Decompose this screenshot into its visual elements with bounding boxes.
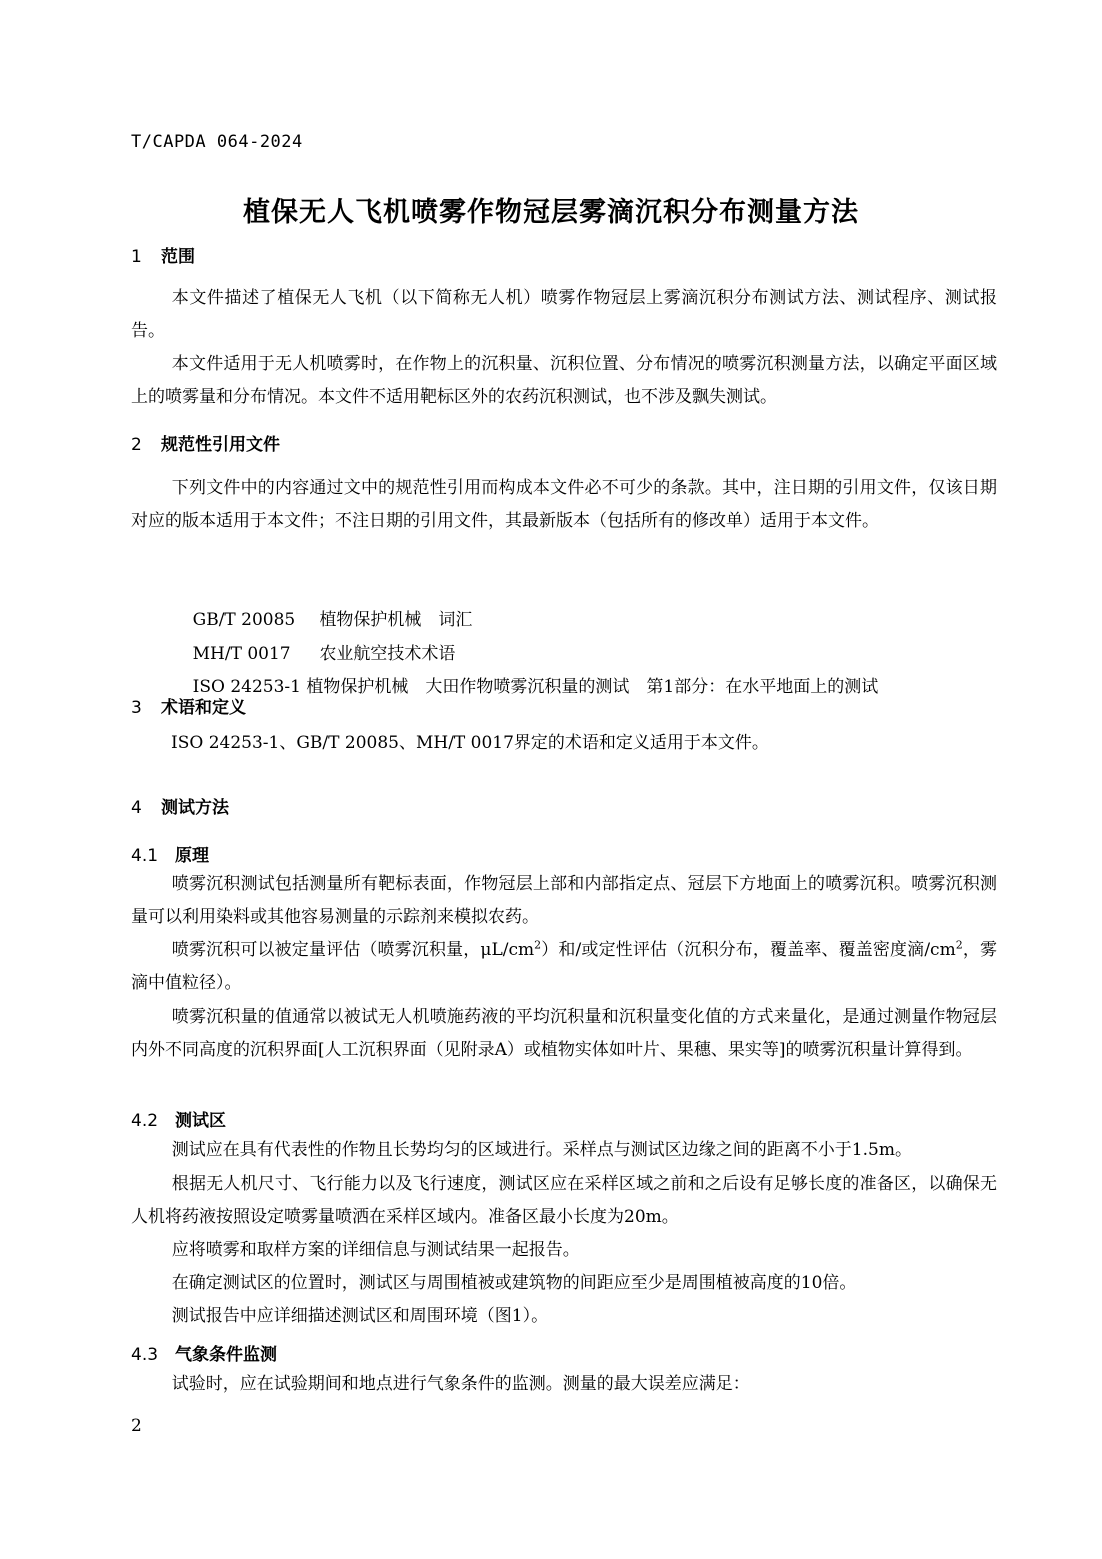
section-3-heading [131, 693, 246, 718]
section-4-2-paragraph-4: 在确定测试区的位置时，测试区与周围植被或建筑物的间距应至少是周围植被高度的10倍。 [171, 1273, 857, 1293]
reference-title: 植物保护机械 词汇 [319, 610, 473, 630]
document-code: T/CAPDA 064-2024 [131, 132, 303, 152]
subsection-title: 原理 [175, 846, 209, 866]
section-3-paragraph-1: ISO 24253-1、GB/T 20085、MH/T 0017界定的术语和定义适用于本文件。 [171, 733, 769, 753]
section-number: 3 [131, 698, 142, 718]
subsection-number: 4.2 [131, 1111, 159, 1131]
reference-code: ISO 24253-1 [192, 677, 301, 697]
section-4-2-paragraph-2: 根据无人机尺寸、飞行能力以及飞行速度，测试区应在采样区域之前和之后设有足够长度的准备区，以确保无人机将药液按照设定喷雾量喷洒在采样区域内。准备区最小长度为20m。 [131, 1174, 997, 1227]
section-4-1-paragraph-1: 喷雾沉积测试包括测量所有靶标表面，作物冠层上部和内部指定点、冠层下方地面上的喷雾沉积。喷雾沉积测量可以利用染料或其他容易测量的示踪剂来模拟农药。 [131, 874, 997, 927]
section-4-2-paragraph-1: 测试应在具有代表性的作物且长势均匀的区域进行。采样点与测试区边缘之间的距离不小于1.5m。 [171, 1140, 912, 1160]
section-4-1-paragraph-2: 喷雾沉积可以被定量评估（喷雾沉积量，$\mu L/cm^2$）和/或定性评估（沉积分布，覆盖率、覆盖密度滴$/cm^2$，雾滴中值粒径）。 [131, 938, 997, 993]
section-number: 4 [131, 798, 142, 818]
page-number: 2 [131, 1416, 142, 1436]
document-title: 植保无人飞机喷雾作物冠层雾滴沉积分布测量方法 [243, 197, 859, 228]
reference-code: MH/T 0017 [192, 644, 291, 664]
section-2-paragraph-1: 下列文件中的内容通过文中的规范性引用而构成本文件必不可少的条款。其中，注日期的引用文件，仅该日期对应的版本适用于本文件；不注日期的引用文件，其最新版本（包括所有的修改单）适用于本文件。 [131, 478, 997, 531]
section-title: 测试方法 [161, 798, 229, 818]
subsection-title: 气象条件监测 [175, 1345, 277, 1365]
subsection-title: 测试区 [175, 1111, 226, 1131]
reference-code: GB/T 20085 [192, 610, 296, 630]
reference-item [171, 638, 878, 737]
section-4-3-paragraph-1: 试验时，应在试验期间和地点进行气象条件的监测。测量的最大误差应满足： [171, 1374, 750, 1394]
section-2-heading [131, 430, 280, 455]
section-title: 术语和定义 [161, 698, 246, 718]
reference-title: 农业航空技术术语 [319, 644, 456, 664]
section-1-paragraph-2: 本文件适用于无人机喷雾时，在作物上的沉积量、沉积位置、分布情况的喷雾沉积测量方法，以确定平面区域上的喷雾量和分布情况。本文件不适用靶标区外的农药沉积测试，也不涉及飘失测试。 [131, 354, 997, 407]
subsection-number: 4.3 [131, 1345, 159, 1365]
section-4-1-paragraph-3: 喷雾沉积量的值通常以被试无人机喷施药液的平均沉积量和沉积量变化值的方式来量化，是通过测量作物冠层内外不同高度的沉积界面[人工沉积界面（见附录A）或植物实体如叶片、果穗、果实等]的喷雾沉积量计算得到。 [131, 1007, 997, 1060]
section-title: 范围 [161, 247, 195, 267]
section-1-paragraph-1: 本文件描述了植保无人飞机（以下简称无人机）喷雾作物冠层上雾滴沉积分布测试方法、测试程序、测试报告。 [131, 288, 997, 341]
section-title: 规范性引用文件 [161, 435, 280, 455]
section-4-3-heading [131, 1340, 277, 1365]
section-4-2-paragraph-5: 测试报告中应详细描述测试区和周围环境（图1）。 [171, 1306, 549, 1326]
section-4-2-paragraph-3: 应将喷雾和取样方案的详细信息与测试结果一起报告。 [171, 1240, 580, 1260]
section-4-heading [131, 793, 229, 818]
section-number: 1 [131, 247, 142, 267]
subsection-number: 4.1 [131, 846, 159, 866]
section-number: 2 [131, 435, 142, 455]
reference-title: 植物保护机械 大田作物喷雾沉积量的测试 第1部分：在水平地面上的测试 [306, 677, 879, 697]
section-4-2-heading [131, 1106, 226, 1131]
section-4-1-heading [131, 841, 209, 866]
section-1-heading [131, 242, 195, 267]
